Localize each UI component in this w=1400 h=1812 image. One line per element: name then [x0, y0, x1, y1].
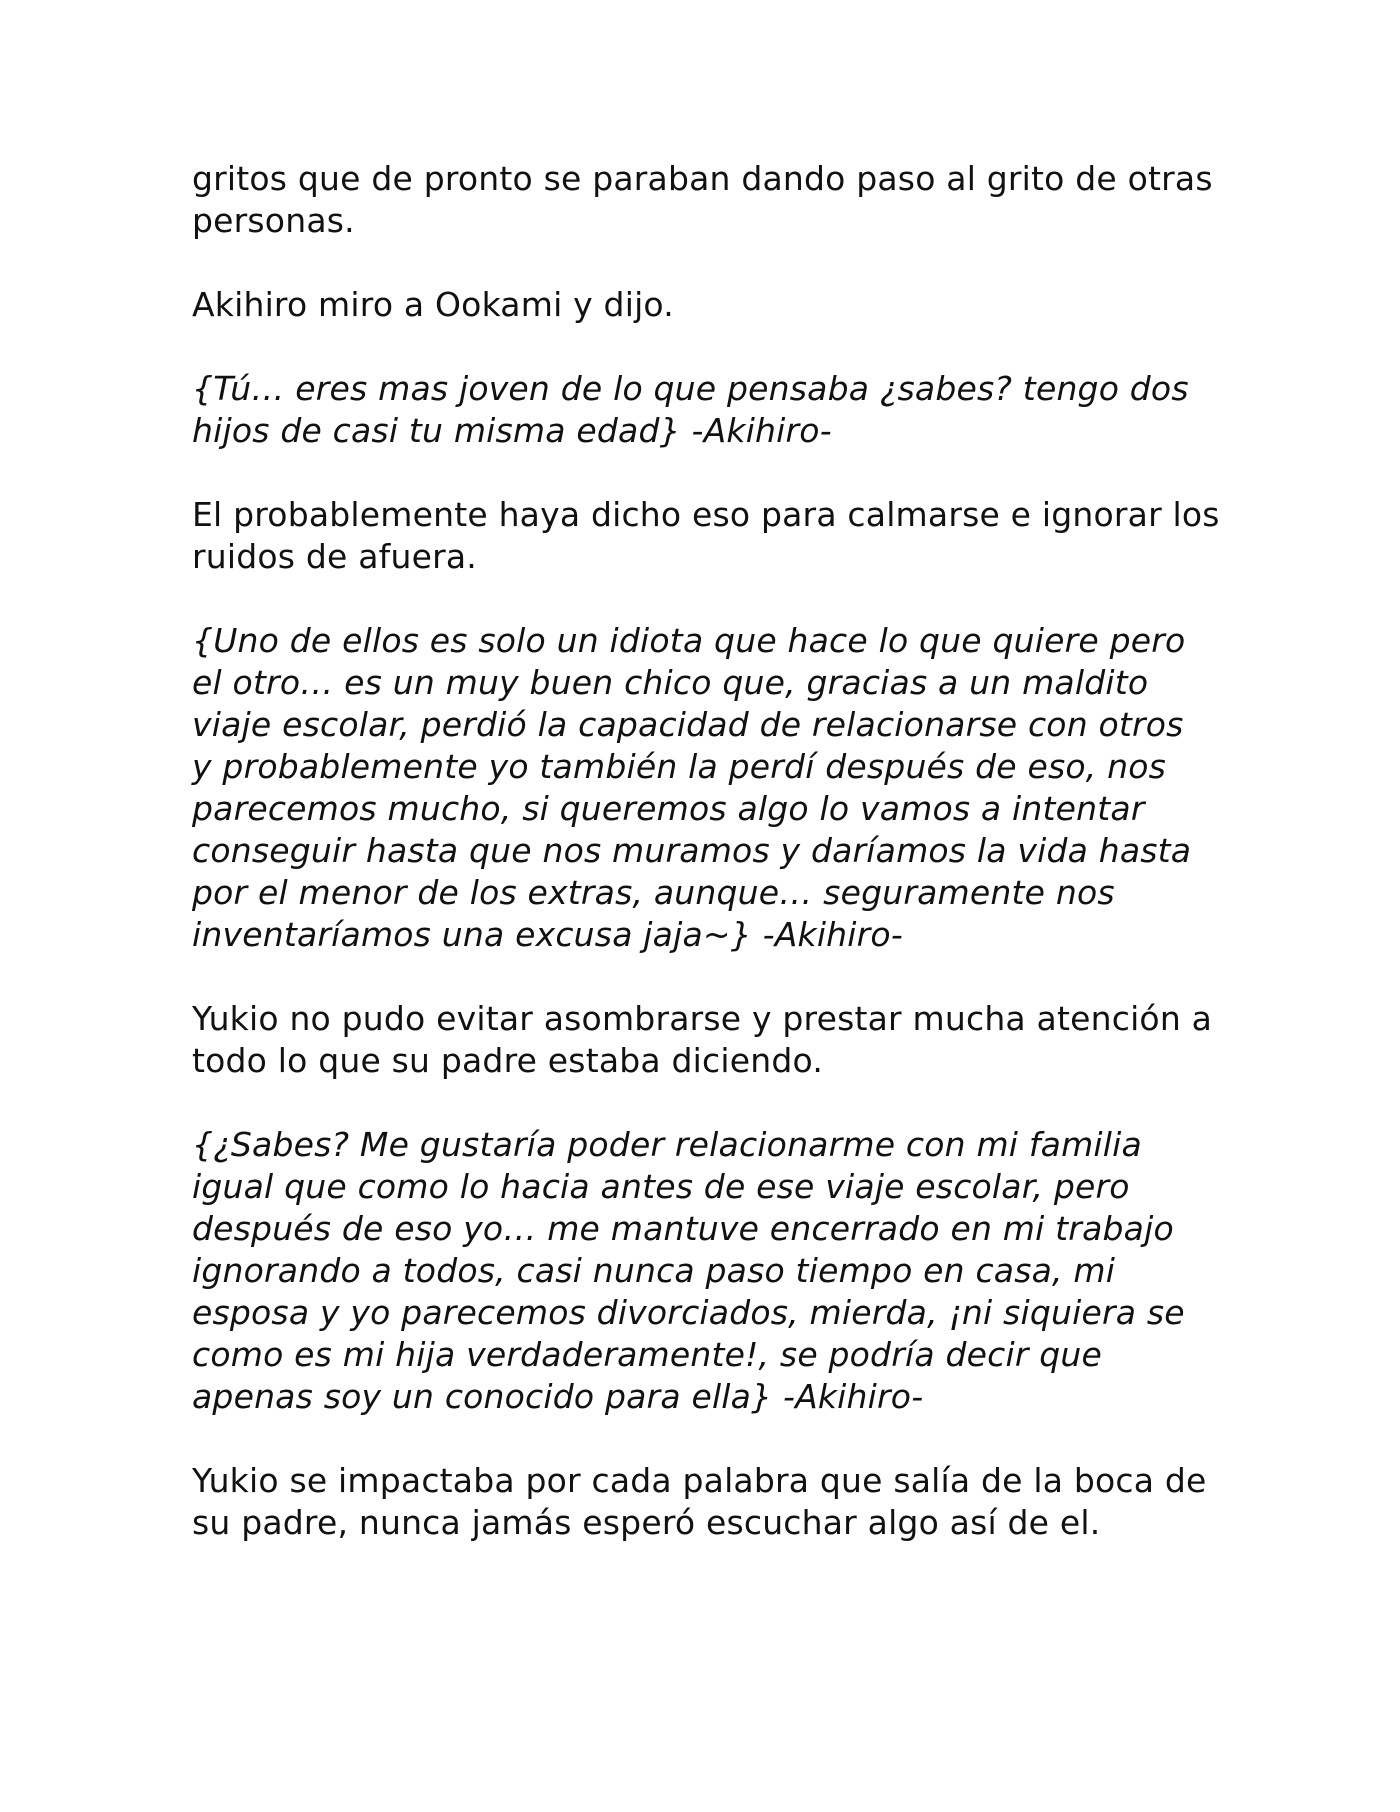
- text-line: parecemos mucho, si queremos algo lo vamos a intentar: [192, 789, 1145, 828]
- text-line: todo lo que su padre estaba diciendo.: [192, 1041, 824, 1080]
- narration-paragraph: [192, 1460, 1222, 1544]
- text-line: {¿Sabes? Me gustaría poder relacionarme con mi familia: [192, 1125, 1142, 1164]
- text-line: su padre, nunca jamás esperó escuchar algo así de el.: [192, 1503, 1101, 1542]
- text-line: Yukio se impactaba por cada palabra que salía de la boca de: [192, 1461, 1207, 1500]
- text-line: Akihiro miro a Ookami y dijo.: [192, 285, 674, 324]
- text-line: ruidos de afuera.: [192, 537, 477, 576]
- text-line: El probablemente haya dicho eso para calmarse e ignorar los: [192, 495, 1220, 534]
- text-line: y probablemente yo también la perdí después de eso, nos: [192, 747, 1167, 786]
- text-line: esposa y yo parecemos divorciados, mierda, ¡ni siquiera se: [192, 1293, 1185, 1332]
- text-line: el otro… es un muy buen chico que, gracias a un maldito: [192, 663, 1149, 702]
- text-line: {Uno de ellos es solo un idiota que hace lo que quiere pero: [192, 621, 1186, 660]
- document-page: [192, 158, 1222, 1586]
- narration-paragraph: [192, 998, 1222, 1082]
- text-line: inventaríamos una excusa jaja~} -Akihiro-: [192, 915, 903, 954]
- text-line: {Tú… eres mas joven de lo que pensaba ¿sabes? tengo dos: [192, 369, 1189, 408]
- text-line: como es mi hija verdaderamente!, se podría decir que: [192, 1335, 1103, 1374]
- text-line: personas.: [192, 201, 355, 240]
- narration-paragraph: [192, 284, 1222, 326]
- narration-paragraph: [192, 158, 1222, 242]
- narration-paragraph: [192, 494, 1222, 578]
- text-line: Yukio no pudo evitar asombrarse y prestar mucha atención a: [192, 999, 1213, 1038]
- text-line: viaje escolar, perdió la capacidad de relacionarse con otros: [192, 705, 1184, 744]
- dialogue-paragraph: [192, 368, 1222, 452]
- text-line: gritos que de pronto se paraban dando paso al grito de otras: [192, 159, 1213, 198]
- dialogue-paragraph: [192, 620, 1222, 956]
- text-line: por el menor de los extras, aunque… seguramente nos: [192, 873, 1115, 912]
- text-line: conseguir hasta que nos muramos y daríamos la vida hasta: [192, 831, 1192, 870]
- text-line: ignorando a todos, casi nunca paso tiempo en casa, mi: [192, 1251, 1116, 1290]
- text-line: después de eso yo… me mantuve encerrado en mi trabajo: [192, 1209, 1174, 1248]
- dialogue-paragraph: [192, 1124, 1222, 1418]
- text-line: igual que como lo hacia antes de ese viaje escolar, pero: [192, 1167, 1130, 1206]
- text-line: hijos de casi tu misma edad} -Akihiro-: [192, 411, 832, 450]
- text-line: apenas soy un conocido para ella} -Akihiro-: [192, 1377, 924, 1416]
